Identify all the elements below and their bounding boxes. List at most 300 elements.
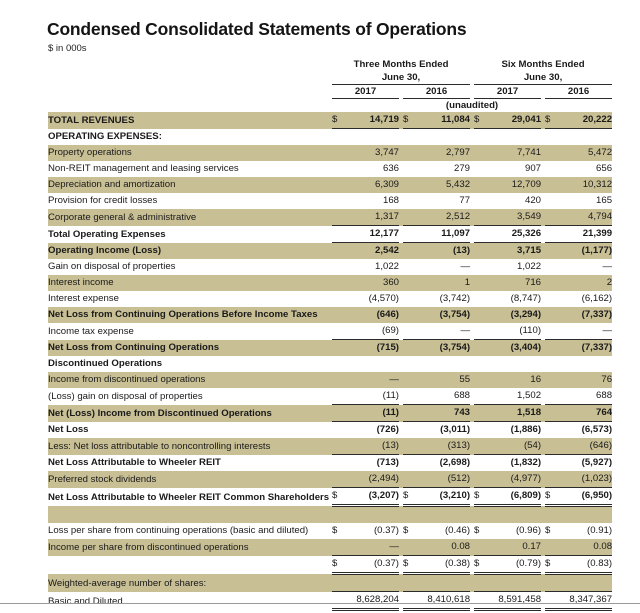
table-row bbox=[48, 145, 612, 161]
row-value: (11) bbox=[345, 405, 399, 422]
table-row bbox=[48, 405, 612, 422]
row-value: 2,512 bbox=[416, 209, 470, 226]
header-three-months-date: June 30, bbox=[332, 71, 470, 85]
currency-symbol bbox=[403, 340, 416, 357]
currency-symbol bbox=[545, 340, 558, 357]
row-label: Interest expense bbox=[48, 291, 332, 307]
row-value: 0.08 bbox=[558, 539, 612, 556]
row-value: (3,754) bbox=[416, 307, 470, 323]
row-value: 0.08 bbox=[416, 539, 470, 556]
row-value: (110) bbox=[487, 323, 541, 340]
currency-symbol bbox=[332, 323, 345, 340]
currency-symbol: $ bbox=[403, 112, 416, 129]
row-value: 716 bbox=[487, 275, 541, 291]
currency-symbol bbox=[545, 161, 558, 177]
currency-symbol bbox=[332, 259, 345, 275]
currency-symbol bbox=[474, 177, 487, 193]
row-value bbox=[558, 129, 612, 146]
currency-symbol bbox=[474, 161, 487, 177]
currency-symbol: $ bbox=[545, 556, 558, 574]
row-value: (13) bbox=[416, 243, 470, 260]
currency-symbol bbox=[474, 592, 487, 610]
row-value: 743 bbox=[416, 405, 470, 422]
row-label: Provision for credit losses bbox=[48, 193, 332, 209]
row-value: 2,797 bbox=[416, 145, 470, 161]
row-label: Net Loss Attributable to Wheeler REIT Common Shareholders bbox=[48, 488, 332, 506]
row-value bbox=[416, 574, 470, 592]
currency-symbol bbox=[474, 129, 487, 146]
row-label: Discontinued Operations bbox=[48, 356, 332, 372]
row-value: 20,222 bbox=[558, 112, 612, 129]
row-value: (7,337) bbox=[558, 340, 612, 357]
currency-symbol bbox=[474, 226, 487, 243]
currency-symbol bbox=[332, 539, 345, 556]
currency-symbol bbox=[474, 209, 487, 226]
header-three-months-ended: Three Months Ended bbox=[332, 58, 470, 71]
currency-symbol bbox=[474, 259, 487, 275]
header-unaudited-row bbox=[48, 99, 612, 113]
table-row bbox=[48, 574, 612, 592]
currency-symbol bbox=[403, 323, 416, 340]
units-note: $ in 000s bbox=[48, 43, 87, 54]
row-value: 10,312 bbox=[558, 177, 612, 193]
row-value: (512) bbox=[416, 471, 470, 488]
currency-symbol bbox=[403, 291, 416, 307]
row-value: (646) bbox=[345, 307, 399, 323]
currency-symbol: $ bbox=[332, 556, 345, 574]
currency-symbol: $ bbox=[474, 488, 487, 506]
row-value: 7,741 bbox=[487, 145, 541, 161]
row-value: (1,023) bbox=[558, 471, 612, 488]
currency-symbol bbox=[545, 372, 558, 388]
currency-symbol bbox=[474, 422, 487, 439]
row-label: Income from discontinued operations bbox=[48, 372, 332, 388]
row-value: 5,472 bbox=[558, 145, 612, 161]
currency-symbol bbox=[332, 471, 345, 488]
currency-symbol: $ bbox=[474, 556, 487, 574]
page-title: Condensed Consolidated Statements of Operations bbox=[47, 19, 467, 39]
row-value: 1,502 bbox=[487, 388, 541, 405]
currency-symbol bbox=[332, 177, 345, 193]
currency-symbol: $ bbox=[332, 523, 345, 539]
row-value: 688 bbox=[416, 388, 470, 405]
table-row bbox=[48, 471, 612, 488]
row-value: (6,573) bbox=[558, 422, 612, 439]
row-value: (0.83) bbox=[558, 556, 612, 574]
row-value: (0.91) bbox=[558, 523, 612, 539]
currency-symbol bbox=[474, 323, 487, 340]
row-value: 420 bbox=[487, 193, 541, 209]
table-row bbox=[48, 506, 612, 524]
currency-symbol bbox=[332, 340, 345, 357]
currency-symbol bbox=[474, 438, 487, 455]
row-value: 8,591,458 bbox=[487, 592, 541, 610]
table-row bbox=[48, 356, 612, 372]
table-row bbox=[48, 372, 612, 388]
currency-symbol bbox=[332, 193, 345, 209]
row-value: 5,432 bbox=[416, 177, 470, 193]
row-value: (0.37) bbox=[345, 556, 399, 574]
row-label: Income tax expense bbox=[48, 323, 332, 340]
currency-symbol bbox=[545, 209, 558, 226]
currency-symbol bbox=[403, 356, 416, 372]
row-label: Corporate general & administrative bbox=[48, 209, 332, 226]
row-label: OPERATING EXPENSES: bbox=[48, 129, 332, 146]
currency-symbol bbox=[403, 405, 416, 422]
currency-symbol bbox=[474, 574, 487, 592]
currency-symbol bbox=[474, 539, 487, 556]
row-value: — bbox=[416, 323, 470, 340]
row-value: (6,809) bbox=[487, 488, 541, 506]
row-value: (4,977) bbox=[487, 471, 541, 488]
row-label: TOTAL REVENUES bbox=[48, 112, 332, 129]
currency-symbol bbox=[403, 226, 416, 243]
currency-symbol bbox=[545, 129, 558, 146]
currency-symbol bbox=[474, 388, 487, 405]
row-value: 1,022 bbox=[345, 259, 399, 275]
row-value: (646) bbox=[558, 438, 612, 455]
currency-symbol: $ bbox=[545, 112, 558, 129]
currency-symbol bbox=[403, 307, 416, 323]
currency-symbol bbox=[332, 226, 345, 243]
currency-symbol bbox=[403, 422, 416, 439]
currency-symbol bbox=[545, 405, 558, 422]
table-row bbox=[48, 161, 612, 177]
page-bottom-rule bbox=[0, 603, 640, 604]
financial-statement-table bbox=[48, 58, 612, 611]
row-value: (13) bbox=[345, 438, 399, 455]
header-six-months-ended: Six Months Ended bbox=[474, 58, 612, 71]
row-value bbox=[345, 129, 399, 146]
row-label: Net Loss from Continuing Operations bbox=[48, 340, 332, 357]
currency-symbol: $ bbox=[545, 488, 558, 506]
currency-symbol bbox=[332, 388, 345, 405]
row-value bbox=[487, 574, 541, 592]
table-row bbox=[48, 488, 612, 506]
row-value: (3,404) bbox=[487, 340, 541, 357]
row-label: Less: Net loss attributable to noncontrolling interests bbox=[48, 438, 332, 455]
currency-symbol bbox=[403, 539, 416, 556]
row-value: (0.96) bbox=[487, 523, 541, 539]
header-six-months-date: June 30, bbox=[474, 71, 612, 85]
currency-symbol bbox=[545, 574, 558, 592]
row-value: (3,207) bbox=[345, 488, 399, 506]
row-value bbox=[558, 574, 612, 592]
currency-symbol bbox=[474, 372, 487, 388]
header-group-date-row bbox=[48, 71, 612, 85]
currency-symbol bbox=[545, 471, 558, 488]
row-value bbox=[487, 356, 541, 372]
currency-symbol bbox=[474, 243, 487, 260]
table-row bbox=[48, 388, 612, 405]
row-value: (0.46) bbox=[416, 523, 470, 539]
currency-symbol bbox=[332, 438, 345, 455]
row-value: 168 bbox=[345, 193, 399, 209]
currency-symbol: $ bbox=[545, 523, 558, 539]
currency-symbol bbox=[545, 275, 558, 291]
currency-symbol bbox=[403, 177, 416, 193]
table-row bbox=[48, 438, 612, 455]
row-label: Depreciation and amortization bbox=[48, 177, 332, 193]
currency-symbol bbox=[474, 275, 487, 291]
currency-symbol bbox=[403, 438, 416, 455]
currency-symbol bbox=[332, 356, 345, 372]
currency-symbol bbox=[545, 506, 558, 524]
currency-symbol bbox=[332, 291, 345, 307]
header-unaudited: (unaudited) bbox=[332, 99, 612, 113]
currency-symbol bbox=[332, 161, 345, 177]
row-value bbox=[345, 506, 399, 524]
row-value: 11,084 bbox=[416, 112, 470, 129]
currency-symbol bbox=[474, 506, 487, 524]
currency-symbol bbox=[403, 372, 416, 388]
currency-symbol bbox=[403, 209, 416, 226]
currency-symbol bbox=[403, 145, 416, 161]
currency-symbol bbox=[474, 340, 487, 357]
row-value: (0.37) bbox=[345, 523, 399, 539]
header-group-row bbox=[48, 58, 612, 71]
row-value bbox=[416, 506, 470, 524]
row-value: 14,719 bbox=[345, 112, 399, 129]
row-value: (0.38) bbox=[416, 556, 470, 574]
currency-symbol bbox=[545, 259, 558, 275]
currency-symbol bbox=[545, 226, 558, 243]
currency-symbol bbox=[332, 506, 345, 524]
currency-symbol bbox=[545, 388, 558, 405]
currency-symbol bbox=[332, 592, 345, 610]
header-spacer-3 bbox=[48, 85, 332, 99]
row-value: (4,570) bbox=[345, 291, 399, 307]
row-label: Weighted-average number of shares: bbox=[48, 574, 332, 592]
row-value: 0.17 bbox=[487, 539, 541, 556]
table-row bbox=[48, 129, 612, 146]
table-row bbox=[48, 209, 612, 226]
currency-symbol bbox=[332, 275, 345, 291]
table-row bbox=[48, 592, 612, 610]
row-label: Operating Income (Loss) bbox=[48, 243, 332, 260]
row-label: Non-REIT management and leasing services bbox=[48, 161, 332, 177]
header-spacer-4 bbox=[48, 99, 332, 113]
currency-symbol bbox=[545, 455, 558, 472]
currency-symbol bbox=[403, 388, 416, 405]
currency-symbol bbox=[332, 574, 345, 592]
row-value: (69) bbox=[345, 323, 399, 340]
row-value: 21,399 bbox=[558, 226, 612, 243]
row-label: Net (Loss) Income from Discontinued Operations bbox=[48, 405, 332, 422]
row-value: (3,742) bbox=[416, 291, 470, 307]
currency-symbol bbox=[545, 592, 558, 610]
row-value: 16 bbox=[487, 372, 541, 388]
row-label: Loss per share from continuing operations (basic and diluted) bbox=[48, 523, 332, 539]
table-row bbox=[48, 556, 612, 574]
row-value: (1,832) bbox=[487, 455, 541, 472]
row-value: (713) bbox=[345, 455, 399, 472]
row-label bbox=[48, 506, 332, 524]
row-label: Net Loss bbox=[48, 422, 332, 439]
currency-symbol bbox=[403, 574, 416, 592]
row-value: 1,317 bbox=[345, 209, 399, 226]
row-value: 764 bbox=[558, 405, 612, 422]
currency-symbol bbox=[474, 356, 487, 372]
table-row bbox=[48, 523, 612, 539]
row-label: Net Loss Attributable to Wheeler REIT bbox=[48, 455, 332, 472]
row-value bbox=[487, 506, 541, 524]
currency-symbol bbox=[403, 193, 416, 209]
row-value: 11,097 bbox=[416, 226, 470, 243]
currency-symbol: $ bbox=[474, 112, 487, 129]
row-value: 1,022 bbox=[487, 259, 541, 275]
row-value: 3,715 bbox=[487, 243, 541, 260]
table-row bbox=[48, 177, 612, 193]
table-row bbox=[48, 422, 612, 439]
currency-symbol bbox=[403, 259, 416, 275]
row-value: (6,162) bbox=[558, 291, 612, 307]
currency-symbol bbox=[545, 243, 558, 260]
currency-symbol bbox=[545, 145, 558, 161]
row-value: (1,886) bbox=[487, 422, 541, 439]
row-value: 12,177 bbox=[345, 226, 399, 243]
row-value: (2,698) bbox=[416, 455, 470, 472]
row-value: 165 bbox=[558, 193, 612, 209]
table-row bbox=[48, 539, 612, 556]
row-value: 8,347,367 bbox=[558, 592, 612, 610]
header-spacer bbox=[48, 58, 332, 71]
statement-rows bbox=[48, 112, 612, 610]
row-value: (8,747) bbox=[487, 291, 541, 307]
row-value: 25,326 bbox=[487, 226, 541, 243]
row-value: 55 bbox=[416, 372, 470, 388]
row-value: (3,210) bbox=[416, 488, 470, 506]
row-value: (715) bbox=[345, 340, 399, 357]
table-row bbox=[48, 259, 612, 275]
row-value: 636 bbox=[345, 161, 399, 177]
row-value: 2,542 bbox=[345, 243, 399, 260]
row-value: (2,494) bbox=[345, 471, 399, 488]
currency-symbol bbox=[332, 405, 345, 422]
currency-symbol bbox=[545, 323, 558, 340]
currency-symbol bbox=[403, 471, 416, 488]
row-label: Preferred stock dividends bbox=[48, 471, 332, 488]
currency-symbol bbox=[545, 539, 558, 556]
currency-symbol bbox=[403, 243, 416, 260]
row-value: 6,309 bbox=[345, 177, 399, 193]
currency-symbol bbox=[474, 193, 487, 209]
row-value bbox=[558, 506, 612, 524]
currency-symbol: $ bbox=[403, 488, 416, 506]
currency-symbol: $ bbox=[403, 556, 416, 574]
row-value: 1,518 bbox=[487, 405, 541, 422]
currency-symbol bbox=[332, 307, 345, 323]
table-row bbox=[48, 307, 612, 323]
currency-symbol bbox=[332, 422, 345, 439]
currency-symbol bbox=[474, 145, 487, 161]
currency-symbol bbox=[545, 307, 558, 323]
row-label: Property operations bbox=[48, 145, 332, 161]
row-value: 3,549 bbox=[487, 209, 541, 226]
row-label: (Loss) gain on disposal of properties bbox=[48, 388, 332, 405]
currency-symbol: $ bbox=[403, 523, 416, 539]
currency-symbol: $ bbox=[474, 523, 487, 539]
row-value: 8,628,204 bbox=[345, 592, 399, 610]
row-value bbox=[416, 356, 470, 372]
currency-symbol bbox=[474, 471, 487, 488]
row-value: (313) bbox=[416, 438, 470, 455]
row-value: — bbox=[558, 259, 612, 275]
currency-symbol bbox=[545, 177, 558, 193]
currency-symbol bbox=[474, 291, 487, 307]
row-value: 656 bbox=[558, 161, 612, 177]
row-value: (7,337) bbox=[558, 307, 612, 323]
currency-symbol bbox=[403, 161, 416, 177]
table-row bbox=[48, 193, 612, 209]
row-value: 77 bbox=[416, 193, 470, 209]
row-label: Income per share from discontinued operations bbox=[48, 539, 332, 556]
row-value bbox=[487, 129, 541, 146]
row-value: (11) bbox=[345, 388, 399, 405]
row-value: (0.79) bbox=[487, 556, 541, 574]
row-value: 1 bbox=[416, 275, 470, 291]
currency-symbol bbox=[545, 438, 558, 455]
table-row bbox=[48, 243, 612, 260]
row-label bbox=[48, 556, 332, 574]
row-value: (3,294) bbox=[487, 307, 541, 323]
currency-symbol bbox=[332, 209, 345, 226]
row-label: Total Operating Expenses bbox=[48, 226, 332, 243]
currency-symbol: $ bbox=[332, 112, 345, 129]
row-value: (54) bbox=[487, 438, 541, 455]
currency-symbol bbox=[545, 291, 558, 307]
row-value: 8,410,618 bbox=[416, 592, 470, 610]
currency-symbol bbox=[474, 405, 487, 422]
row-value: (5,927) bbox=[558, 455, 612, 472]
header-year-h-2017: 2017 bbox=[474, 85, 541, 99]
row-value: (6,950) bbox=[558, 488, 612, 506]
header-spacer-2 bbox=[48, 71, 332, 85]
table-row bbox=[48, 455, 612, 472]
row-value: 29,041 bbox=[487, 112, 541, 129]
row-label: Basic and Diluted bbox=[48, 592, 332, 610]
row-label: Interest income bbox=[48, 275, 332, 291]
row-label: Gain on disposal of properties bbox=[48, 259, 332, 275]
currency-symbol bbox=[332, 145, 345, 161]
header-year-q-2017: 2017 bbox=[332, 85, 399, 99]
row-value: — bbox=[416, 259, 470, 275]
row-value bbox=[345, 574, 399, 592]
currency-symbol bbox=[545, 193, 558, 209]
row-value: 3,747 bbox=[345, 145, 399, 161]
currency-symbol bbox=[545, 356, 558, 372]
row-value bbox=[558, 356, 612, 372]
row-value: 12,709 bbox=[487, 177, 541, 193]
currency-symbol bbox=[545, 422, 558, 439]
row-value: 279 bbox=[416, 161, 470, 177]
currency-symbol bbox=[403, 129, 416, 146]
currency-symbol bbox=[332, 455, 345, 472]
row-value: — bbox=[345, 539, 399, 556]
currency-symbol: $ bbox=[332, 488, 345, 506]
row-value bbox=[416, 129, 470, 146]
currency-symbol bbox=[403, 455, 416, 472]
table-row bbox=[48, 112, 612, 129]
table-row bbox=[48, 226, 612, 243]
currency-symbol bbox=[332, 243, 345, 260]
row-value: (3,011) bbox=[416, 422, 470, 439]
currency-symbol bbox=[403, 506, 416, 524]
row-value: 76 bbox=[558, 372, 612, 388]
table-row bbox=[48, 275, 612, 291]
currency-symbol bbox=[403, 592, 416, 610]
currency-symbol bbox=[332, 129, 345, 146]
